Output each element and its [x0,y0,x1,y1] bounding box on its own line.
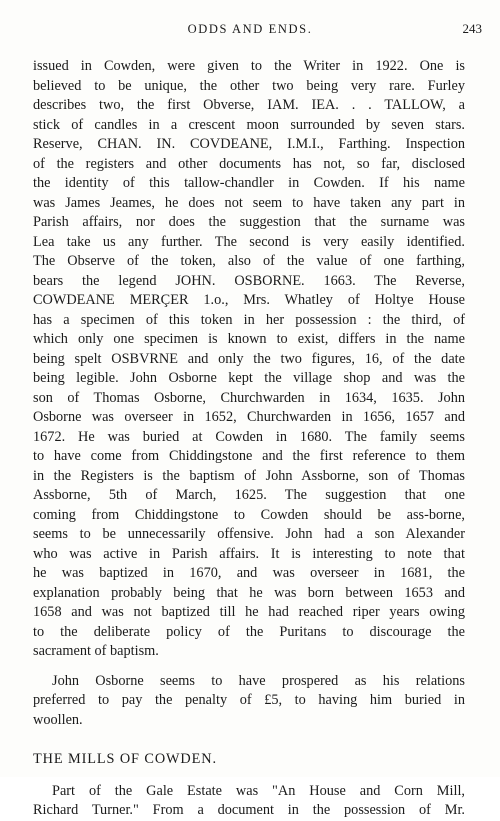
text-line: bears the legend JOHN. OSBORNE. 1663. The Reverse, [33,272,465,289]
text-line: Osborne was overseer in 1652, Churchwarden in 1656, 1657 and [33,409,465,425]
text-line: stick of candles in a crescent moon surrounded by seven stars. [33,116,465,133]
text-line: to the deliberate policy of the Puritans to discourage the [33,623,465,640]
paragraph-spacer [33,662,465,672]
text-line: describes two, the first Obverse, IAM. IEA. . . TALLOW, a [33,97,465,113]
text-line: seems to be unnecessarily offensive. John had a son Alexander [33,526,465,542]
page-number: 243 [462,21,482,36]
text-line: Reserve, CHAN. IN. COVDEANE, I.M.I., Farthing. Inspection [33,136,465,152]
text-line: believed to be unique, the other two being very rare. Furley [33,77,465,94]
text-line: Assborne, 5th of March, 1625. The suggestion that one [33,487,465,503]
text-line: Part of the Gale Estate was "An House and Corn Mill, [52,782,465,799]
section-heading: THE MILLS OF COWDEN. [33,751,217,767]
text-line: was James Jeames, he does not seem to have taken any part in [33,194,465,211]
paragraph-osborne-burial [33,672,465,731]
text-line: which only one specimen is known to exist, differs in the name [33,331,465,347]
paragraph-mills [33,782,465,821]
text-line: has a specimen of this token in her possession : the third, of [33,311,465,328]
text-line: son of Thomas Osborne, Churchwarden in 1634, 1635. John [33,389,465,406]
text-line: woollen. [33,711,83,728]
text-line: he was baptized in 1670, and was overseer in 1681, the [33,565,465,581]
running-title: ODDS AND ENDS. [187,22,313,36]
text-line: the identity of this tallow-chandler in Cowden. If his name [33,175,465,191]
text-line: John Osborne seems to have prospered as his relations [52,672,465,689]
running-header [0,20,500,40]
text-line: preferred to pay the penalty of £5, to having him buried in [33,692,465,708]
text-line: Lea take us any further. The second is very easily identified. [33,233,465,250]
text-line: being legible. John Osborne kept the village shop and was the [33,370,465,386]
text-line: 1658 and was not baptized till he had reached riper years owing [33,604,465,620]
text-line: The Observe of the token, also of the value of one farthing, [33,253,465,269]
text-line: sacrament of baptism. [33,643,159,659]
text-line: 1672. He was buried at Cowden in 1680. The family seems [33,428,465,445]
text-line: who was active in Parish affairs. It is interesting to note that [33,545,465,562]
paragraph-tokens [33,57,465,662]
section-spacer [33,730,465,750]
body-text [33,57,465,821]
text-line: to have come from Chiddingstone and the first reference to them [33,448,465,464]
text-line: Richard Turner." From a document in the possession of Mr. [33,802,465,818]
section-spacer [33,770,465,782]
text-line: explanation probably being that he was born between 1653 and [33,584,465,601]
text-line: Parish affairs, nor does the suggestion that the surname was [33,214,465,230]
text-line: of the registers and other documents has not, so far, disclosed [33,155,465,172]
text-line: being spelt OSBVRNE and only the two figures, 16, of the date [33,350,465,367]
text-line: coming from Chiddingstone to Cowden should be ass-borne, [33,506,465,523]
text-line: issued in Cowden, were given to the Writer in 1922. One is [33,58,465,74]
text-line: in the Registers is the baptism of John Assborne, son of Thomas [33,467,465,484]
text-line: COWDEANE MERÇER 1.o., Mrs. Whatley of Holtye House [33,292,465,308]
